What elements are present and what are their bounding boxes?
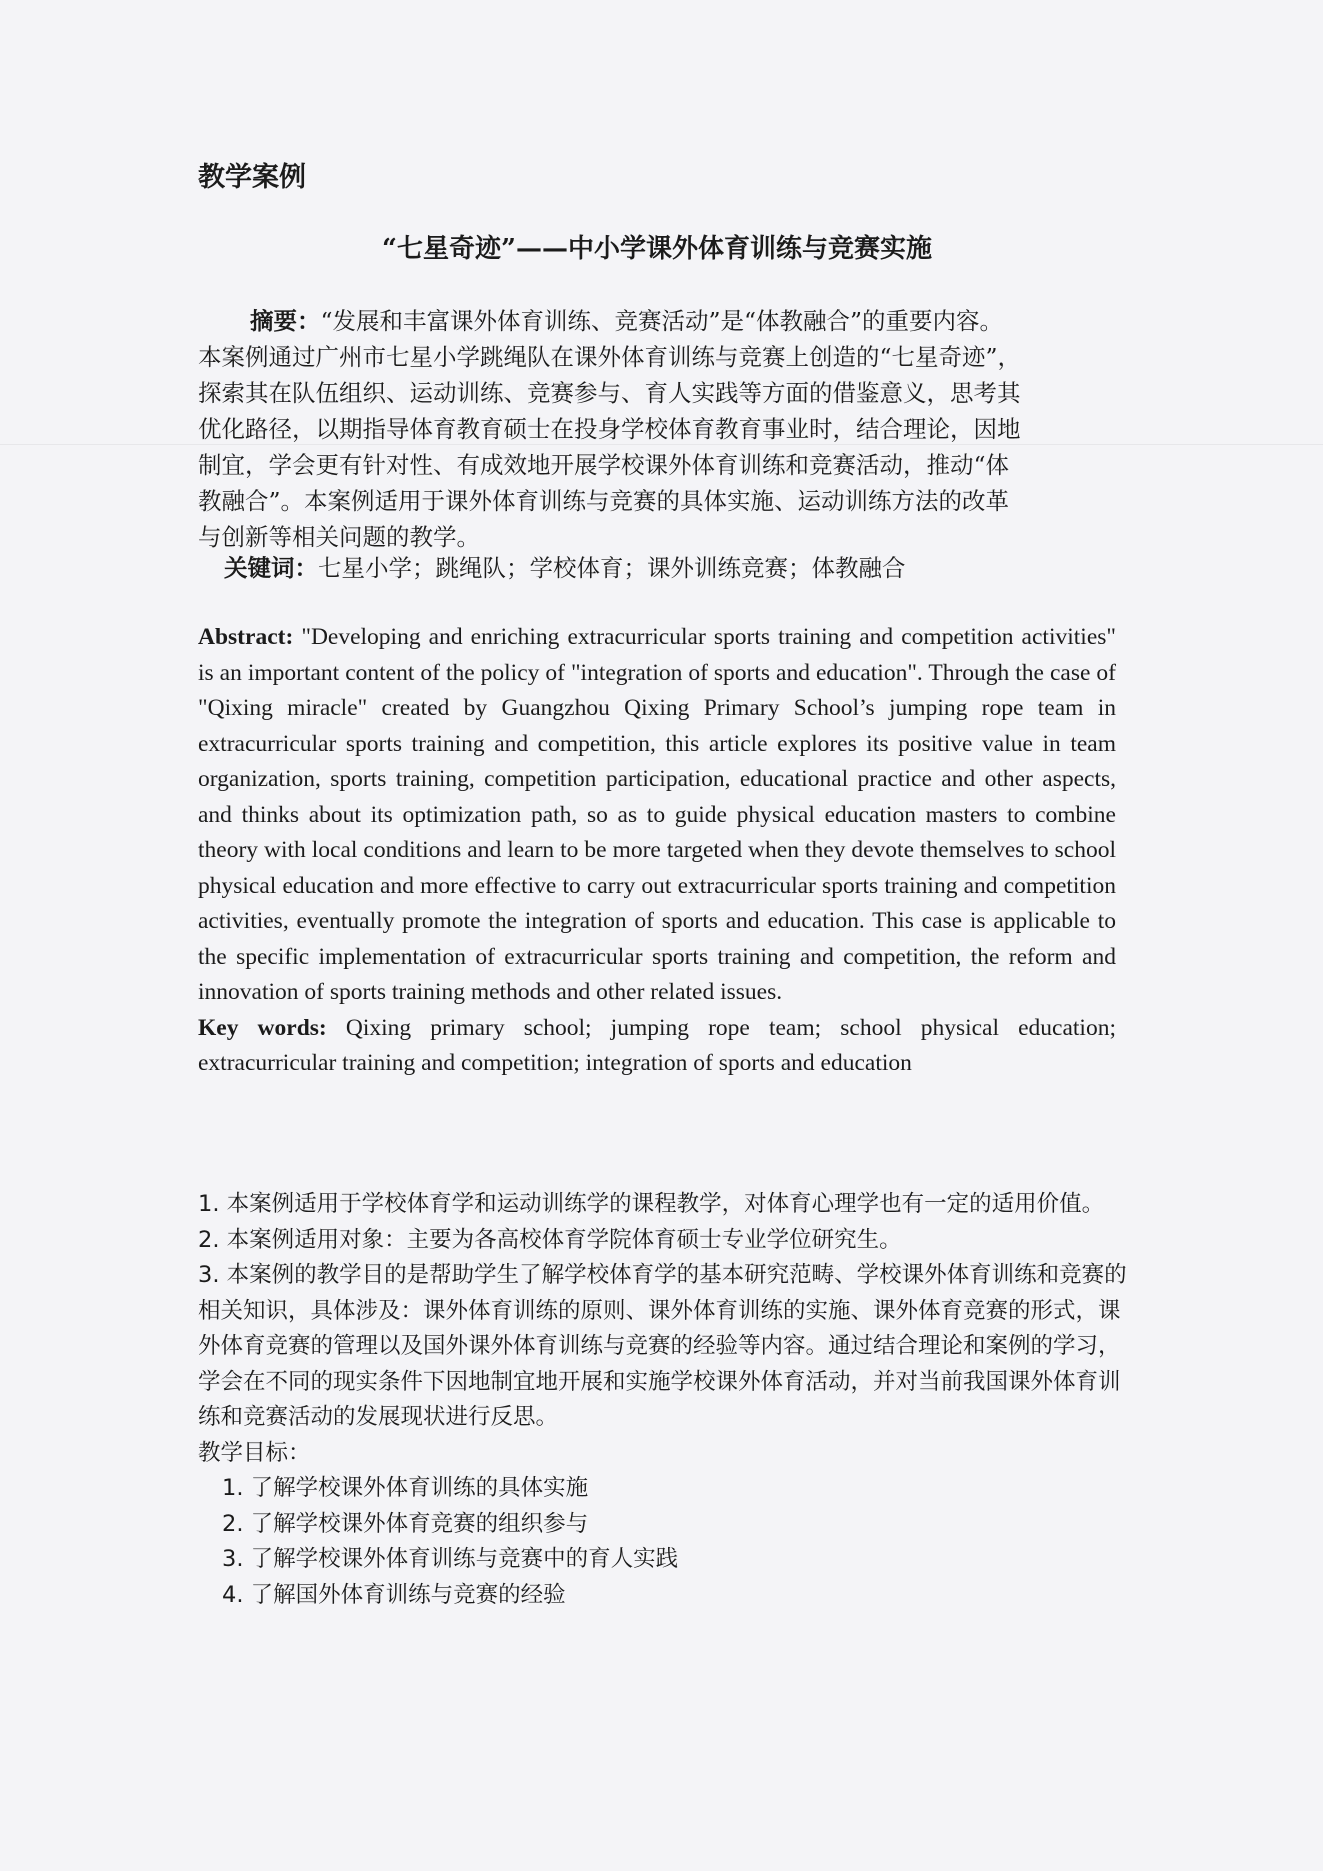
goal-item: 2. 了解学校课外体育竞赛的组织参与 <box>222 1510 589 1537</box>
section-kicker: 教学案例 <box>198 162 306 193</box>
chinese-abstract <box>198 303 1116 555</box>
english-abstract-label: Abstract: <box>198 624 294 650</box>
chinese-abstract-line: 教融合”。本案例适用于课外体育训练与竞赛的具体实施、运动训练方法的改革 <box>198 487 1010 515</box>
english-keywords-text: Qixing primary school; jumping rope team; school physical education; extracurricular training and competition; integration of sports and education <box>198 1014 1116 1076</box>
english-keywords <box>198 1011 1116 1082</box>
teaching-notes <box>198 1187 1128 1613</box>
case-title: “七星奇迹”——中小学课外体育训练与竞赛实施 <box>382 234 932 264</box>
teaching-goals-list <box>198 1471 1128 1613</box>
chinese-keywords <box>224 550 1142 586</box>
goal-item: 1. 了解学校课外体育训练的具体实施 <box>222 1475 589 1501</box>
note-item: 2. 本案例适用对象：主要为各高校体育学院体育硕士专业学位研究生。 <box>198 1226 902 1253</box>
chinese-abstract-line: 制宜，学会更有针对性、有成效地开展学校课外体育训练和竞赛活动，推动“体 <box>198 451 1010 479</box>
english-abstract <box>198 620 1116 1082</box>
note-item: 3. 本案例的教学目的是帮助学生了解学校体育学的基本研究范畴、学校课外体育训练和竞赛的相关知识，具体涉及：课外体育训练的原则、课外体育训练的实施、课外体育竞赛的形式，课外体育竞赛的管理以及国外课外体育训练与竞赛的经验等内容。通过结合理论和案例的学习，学会在不同的现实条件下因地制宜地开展和实施学校课外体育活动，并对当前我国课外体育训练和竞赛活动的发展现状进行反思。 <box>198 1262 1127 1430</box>
english-abstract-text: "Developing and enriching extracurricular sports training and competition activities" is an important content of the policy of "integration of sports and education". Through the case of "Qixing miracle" created by Guangzhou Qixing Primary School’s jumping rope team in extracurricular sports training and competition, this article explores its positive value in team organization, sports training, competition participation, educational practice and other aspects, and thinks about its optimization path, so as to guide physical education masters to combine theory with local conditions and learn to be more targeted when they devote themselves to school physical education and more effective to carry out extracurricular sports training and competition activities, eventually promote the integration of sports and education. This case is applicable to the specific implementation of extracurricular sports training and competition, the reform and innovation of sports training methods and other related issues. <box>198 624 1116 1005</box>
chinese-abstract-line: 探索其在队伍组织、运动训练、竞赛参与、育人实践等方面的借鉴意义，思考其 <box>198 379 1021 407</box>
note-item: 1. 本案例适用于学校体育学和运动训练学的课程教学，对体育心理学也有一定的适用价值。 <box>198 1191 1105 1217</box>
english-keywords-label: Key words: <box>198 1014 327 1041</box>
goal-item: 3. 了解学校课外体育训练与竞赛中的育人实践 <box>222 1546 679 1572</box>
chinese-keywords-text: 七星小学；跳绳队；学校体育；课外训练竞赛；体教融合 <box>318 554 906 582</box>
chinese-keywords-label: 关键词： <box>224 554 318 582</box>
chinese-abstract-line: 优化路径，以期指导体育教育硕士在投身学校体育教育事业时，结合理论，因地 <box>198 415 1021 443</box>
goal-item: 4. 了解国外体育训练与竞赛的经验 <box>222 1581 566 1608</box>
chinese-abstract-line: 本案例通过广州市七星小学跳绳队在课外体育训练与竞赛上创造的“七星奇迹”， <box>198 343 1022 371</box>
teaching-goals-heading: 教学目标： <box>198 1439 311 1466</box>
chinese-abstract-line: 摘要：“发展和丰富课外体育训练、竞赛活动”是“体教融合”的重要内容。 <box>250 307 1004 335</box>
chinese-abstract-label: 摘要： <box>250 307 321 335</box>
chinese-abstract-line: 与创新等相关问题的教学。 <box>198 523 480 551</box>
